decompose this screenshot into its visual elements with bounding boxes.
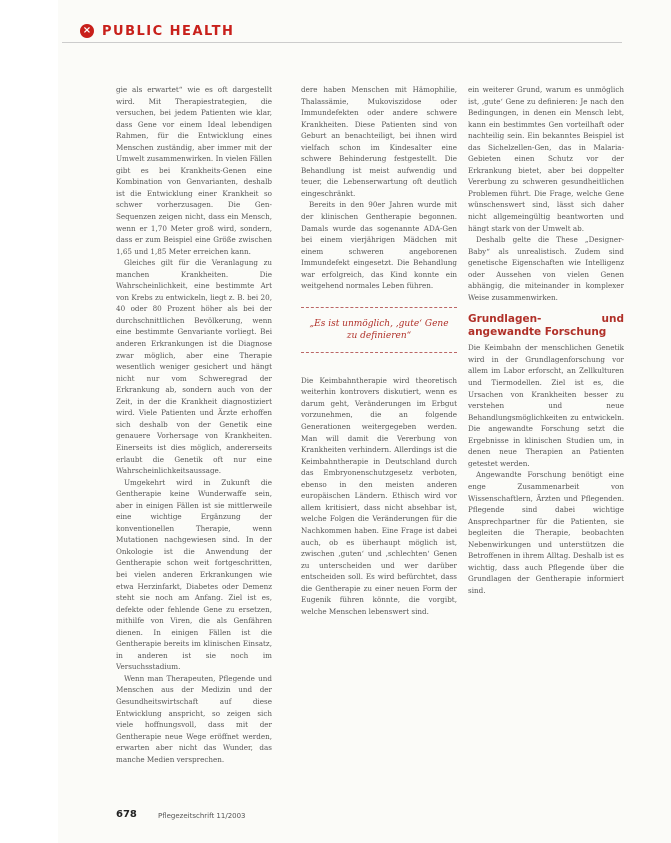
- paragraph: Umgekehrt wird in Zukunft die Gentherapie keine Wunderwaffe sein, aber in einigen Fällen ist sie mittlerweile eine wichtige Ergänzung der konventionellen Therapie, wenn Mutationen nachgewiesen sind. In der Onkologie ist die Anwendung der Gentherapie schon weit fortgeschritten, bei vielen anderen Erkrankungen wie etwa Herzinfarkt, Diabetes oder Demenz steht sie noch am Anfang. Ziel ist es, defekte oder fehlende Gene zu ersetzen, mithilfe von Viren, die als Genfähren dienen. In einigen Fällen ist die Gentherapie bereits im klinischen Einsatz, in anderen ist sie noch im Versuchsstadium.: [116, 477, 272, 672]
- paragraph: gie als erwartet“ wie es oft dargestellt wird. Mit Therapiestrategien, die versuchen, bei jedem Patienten wie klar, dass Gene vor einem Ideal lebendigen Rahmen, für die Entwicklung eines Menschen zuständig, aber immer mit der Umwelt zusammenwirken. In vielen Fällen gibt es bei Krankheits-Genen eine Kombination von Genvarianten, deshalb ist die Entwicklung einer Krankheit so schwer vorherzusagen. Die Gen-Sequenzen zeigen nicht, dass ein Mensch, wenn er 1,70 Meter groß wird, sondern, dass er zum Beispiel eine Größe zwischen 1,65 und 1,85 Meter erreichen kann.: [116, 85, 272, 256]
- paragraph: Bereits in den 90er Jahren wurde mit der klinischen Gentherapie begonnen. Damals wurde das sogenannte ADA-Gen bei einem vierjährigen Mädchen mit einem schweren angeborenen Immundefekt eingesetzt. Die Behandlung war erfolgreich, das Kind konnte ein weitgehend normales Leben führen.: [301, 200, 457, 291]
- paragraph: Die Keimbahn der menschlichen Genetik wird in der Grundlagenforschung vor allem im Labor erforscht, an Zellkulturen und Tiermodellen. Ziel ist es, die Ursachen von Krankheiten besser zu verstehen und neue Behandlungsmöglichkeiten zu entwickeln. Die angewandte Forschung setzt die Ergebnisse in klinischen Studien um, in denen neue Therapien an Patienten getestet werden.: [468, 343, 624, 468]
- journal-issue: Pflegezeitschrift 11/2003: [158, 812, 246, 820]
- paragraph: Deshalb gelte die These „Designer-Baby“ als unrealistisch. Zudem sind genetische Eigenschaften wie Intelligenz oder Aussehen von vielen Genen abhängig, die miteinander in komplexer Weise zusammenwirken.: [468, 235, 624, 302]
- section-header: [62, 22, 622, 43]
- pull-quote: [301, 307, 457, 353]
- page-gutter: [0, 0, 58, 843]
- text-column-1: [116, 84, 272, 784]
- section-title: PUBLIC HEALTH: [102, 24, 235, 39]
- page-footer: [116, 808, 616, 822]
- paragraph: Wenn man Therapeuten, Pflegende und Menschen aus der Medizin und der Gesundheitswirtschaft auf diese Entwicklung anspricht, so zeigen sich viele hoffnungsvoll, dass mit der Gentherapie neue Wege eröffnet werden, erwarten aber nicht das Wunder, das manche Medien versprechen.: [116, 673, 272, 764]
- text-column-2: [301, 84, 457, 784]
- paragraph: Angewandte Forschung benötigt eine enge Zusammenarbeit von Wissenschaftlern, Ärzten und Pflegenden. Pflegende sind dabei wichtige Ansprechpartner für die Patienten, sie begleiten die Therapie, beobachten Nebenwirkungen und unterstützen die Betroffenen in ihrem Alltag. Deshalb ist es wichtig, dass auch Pflegende über die Grundlagen der Gentherapie informiert sind.: [468, 470, 624, 595]
- paragraph: Gleiches gilt für die Veranlagung zu manchen Krankheiten. Die Wahrscheinlichkeit, eine bestimmte Art von Krebs zu entwickeln, liegt z. B. bei 20, 40 oder 80 Prozent höher als bei der durchschnittlichen Bevölkerung, wenn eine bestimmte Genvariante vorliegt. Bei anderen Erkrankungen ist die Diagnose zwar möglich, aber eine Therapie wesentlich weniger gesichert und hängt nicht nur vom Schweregrad der Erkrankung ab, sondern auch von der Zeit, in der die Krankheit diagnostiziert wird. Viele Patienten und Ärzte erhoffen sich deshalb von der Genetik eine genauere Vorhersage von Krankheiten. Einerseits ist dies möglich, andererseits erlaubt die Genetik oft nur eine Wahrscheinlichkeitsaussage.: [116, 258, 272, 476]
- subheading: Grundlagen- und angewandte Forschung: [468, 313, 624, 339]
- paragraph: Die Keimbahntherapie wird theoretisch weiterhin kontrovers diskutiert, wenn es darum geht, Veränderungen im Erbgut vorzunehmen, die an folgende Generationen weitergegeben werden. Man will damit die Vererbung von Krankheiten verhindern. Allerdings ist die Keimbahntherapie in Deutschland durch das Embryonenschutzgesetz verboten, ebenso in den meisten anderen europäischen Ländern. Ethisch wird vor allem kritisiert, dass nicht absehbar ist, welche Folgen die Veränderungen für die Nachkommen haben. Eine Frage ist dabei auch, ob es überhaupt möglich ist, zwischen ‚guten‘ und ‚schlechten‘ Genen zu unterscheiden und wer darüber entscheiden soll. Es wird befürchtet, dass die Gentherapie zu einer neuen Form der Eugenik führen könnte, die vorgibt, welche Menschen lebenswert sind.: [301, 375, 457, 616]
- page-number: 678: [116, 809, 137, 820]
- text-column-3: [468, 84, 624, 784]
- paragraph: dere haben Menschen mit Hämophilie, Thalassämie, Mukoviszidose oder Immundefekten oder andere schwere Krankheiten. Diese Patienten sind von Geburt an benachteiligt, bei ihnen wird vielfach schon im Kindesalter eine schwere Behinderung festgestellt. Die Behandlung ist meist aufwendig und teuer, die Lebenserwartung oft deutlich eingeschränkt.: [301, 85, 457, 198]
- section-cross-icon: ×: [80, 24, 94, 38]
- paragraph: ein weiterer Grund, warum es unmöglich ist, ‚gute‘ Gene zu definieren: Je nach den Bedingungen, in denen ein Mensch lebt, kann ein bestimmtes Gen vorteilhaft oder nachteilig sein. Ein bekanntes Beispiel ist das Sichelzellen-Gen, das in Malaria-Gebieten einen Schutz vor der Erkrankung bietet, aber bei doppelter Vererbung zu schweren gesundheitlichen Problemen führt. Die Frage, welche Gene wünschenswert sind, lässt sich daher nicht allgemeingültig beantworten und hängt stark von der Umwelt ab.: [468, 85, 624, 233]
- pull-quote-text: „Es ist unmöglich, ‚gute‘ Gene zu definieren“: [309, 318, 449, 341]
